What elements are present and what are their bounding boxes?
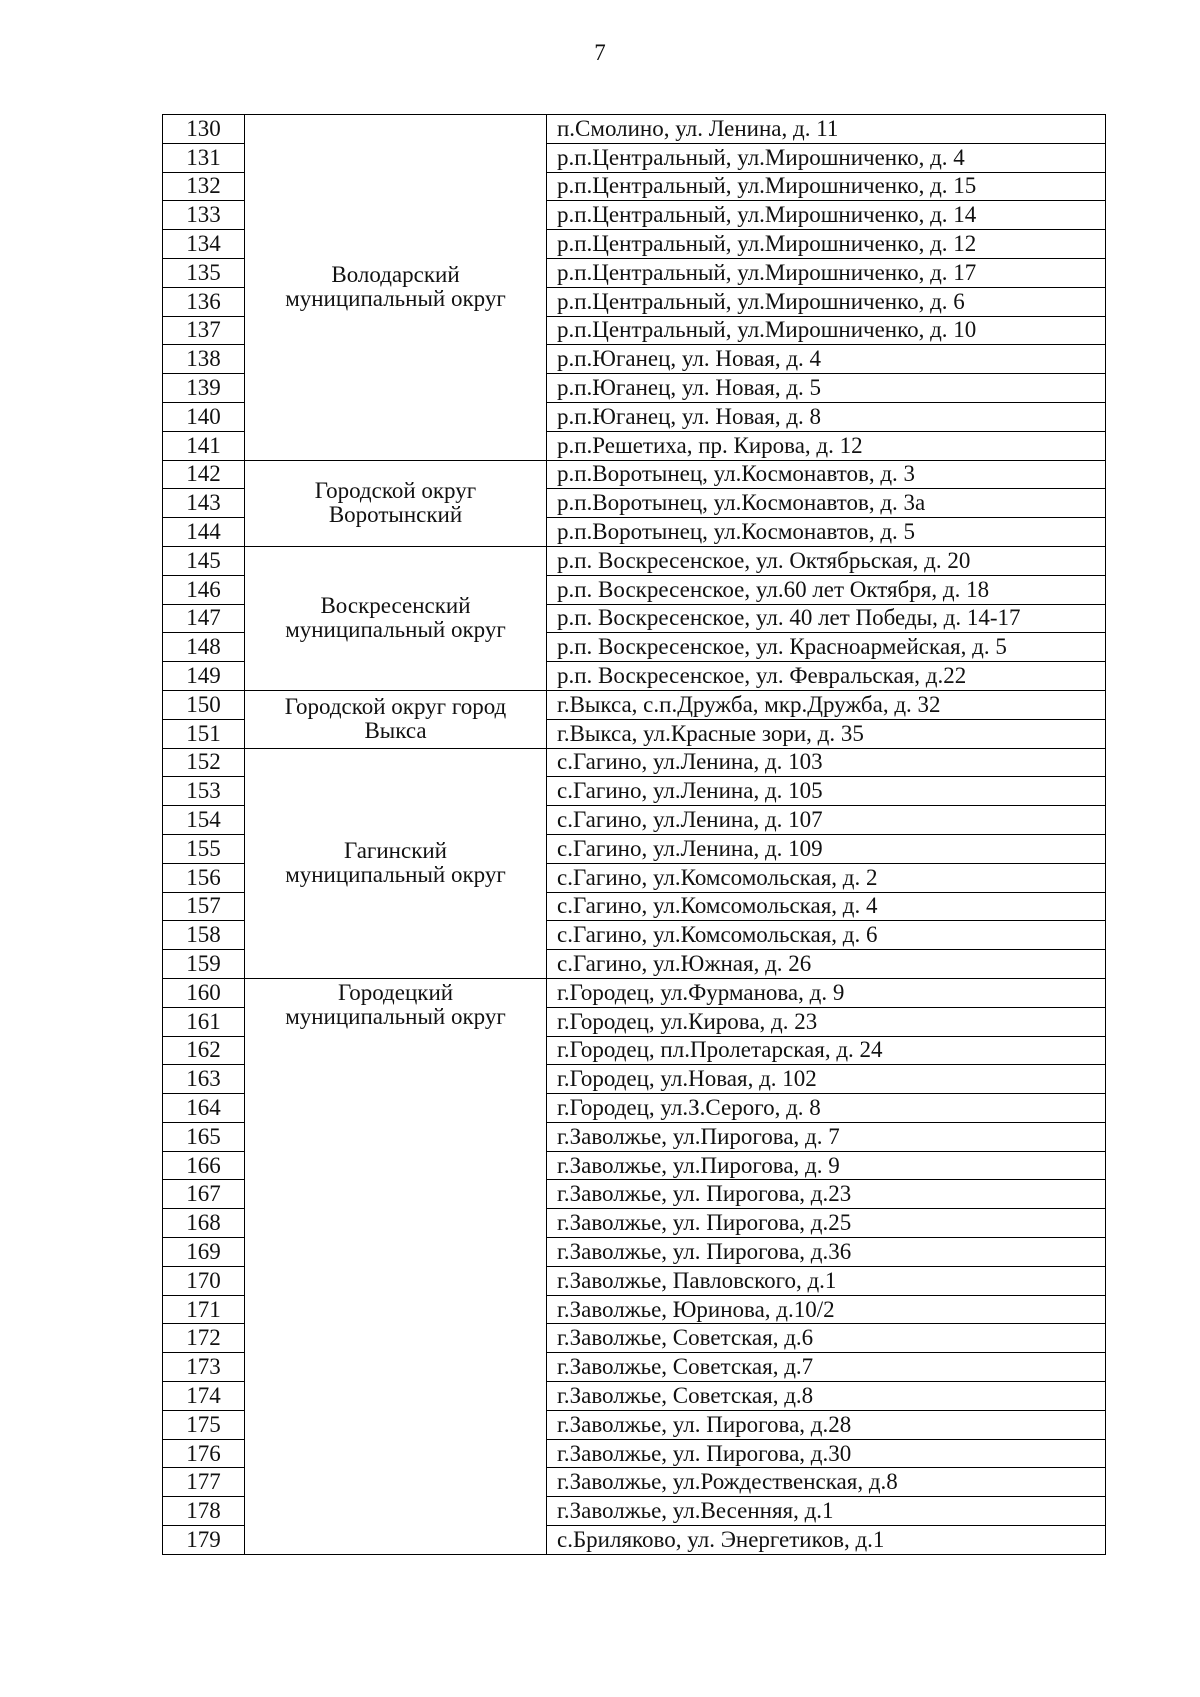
district-name-line: муниципальный округ (285, 862, 506, 888)
address-cell: с.Гагино, ул.Южная, д. 26 (547, 950, 1106, 979)
row-number: 151 (163, 719, 245, 748)
address-cell: с.Гагино, ул.Ленина, д. 103 (547, 748, 1106, 777)
row-number: 134 (163, 230, 245, 259)
address-cell: р.п.Центральный, ул.Мирошниченко, д. 4 (547, 143, 1106, 172)
address-cell: с.Гагино, ул.Комсомольская, д. 4 (547, 892, 1106, 921)
district-cell (245, 460, 547, 546)
row-number: 178 (163, 1497, 245, 1526)
row-number: 179 (163, 1526, 245, 1555)
row-number: 168 (163, 1209, 245, 1238)
address-cell: р.п.Юганец, ул. Новая, д. 5 (547, 374, 1106, 403)
row-number: 139 (163, 374, 245, 403)
row-number: 144 (163, 518, 245, 547)
address-cell: г.Городец, ул.Фурманова, д. 9 (547, 978, 1106, 1007)
address-cell: р.п.Решетиха, пр. Кирова, д. 12 (547, 431, 1106, 460)
address-cell: г.Заволжье, ул.Пирогова, д. 7 (547, 1122, 1106, 1151)
row-number: 137 (163, 316, 245, 345)
district-name-line: муниципальный округ (285, 286, 506, 312)
table-row (163, 546, 1106, 575)
address-cell: р.п.Центральный, ул.Мирошниченко, д. 15 (547, 172, 1106, 201)
address-cell: г.Городец, ул.Кирова, д. 23 (547, 1007, 1106, 1036)
row-number: 140 (163, 402, 245, 431)
row-number: 149 (163, 662, 245, 691)
row-number: 171 (163, 1295, 245, 1324)
address-cell: р.п.Центральный, ул.Мирошниченко, д. 6 (547, 287, 1106, 316)
address-cell: г.Заволжье, Советская, д.6 (547, 1324, 1106, 1353)
address-cell: г.Заволжье, Советская, д.7 (547, 1353, 1106, 1382)
district-name-line: муниципальный округ (285, 1003, 506, 1029)
address-cell: р.п.Центральный, ул.Мирошниченко, д. 12 (547, 230, 1106, 259)
row-number: 159 (163, 950, 245, 979)
address-cell: г.Заволжье, ул. Пирогова, д.36 (547, 1238, 1106, 1267)
row-number: 176 (163, 1439, 245, 1468)
page-number: 7 (594, 40, 606, 65)
district-name-line: муниципальный округ (285, 617, 506, 643)
row-number: 157 (163, 892, 245, 921)
row-number: 136 (163, 287, 245, 316)
address-cell: р.п.Воротынец, ул.Космонавтов, д. 3 (547, 460, 1106, 489)
district-name-line: Городской округ (314, 478, 477, 504)
address-cell: г.Заволжье, ул. Пирогова, д.30 (547, 1439, 1106, 1468)
row-number: 141 (163, 431, 245, 460)
row-number: 172 (163, 1324, 245, 1353)
row-number: 158 (163, 921, 245, 950)
address-cell: г.Заволжье, ул. Пирогова, д.25 (547, 1209, 1106, 1238)
address-cell: г.Городец, ул.З.Серого, д. 8 (547, 1094, 1106, 1123)
address-cell: р.п.Центральный, ул.Мирошниченко, д. 10 (547, 316, 1106, 345)
address-cell: г.Заволжье, ул.Весенняя, д.1 (547, 1497, 1106, 1526)
row-number: 175 (163, 1410, 245, 1439)
address-cell: п.Смолино, ул. Ленина, д. 11 (547, 115, 1106, 144)
row-number: 167 (163, 1180, 245, 1209)
address-cell: г.Выкса, ул.Красные зори, д. 35 (547, 719, 1106, 748)
address-cell: г.Выкса, с.п.Дружба, мкр.Дружба, д. 32 (547, 690, 1106, 719)
address-cell: с.Гагино, ул.Ленина, д. 105 (547, 777, 1106, 806)
row-number: 145 (163, 546, 245, 575)
row-number: 177 (163, 1468, 245, 1497)
address-cell: р.п. Воскресенское, ул.60 лет Октября, д. 18 (547, 575, 1106, 604)
row-number: 173 (163, 1353, 245, 1382)
row-number: 153 (163, 777, 245, 806)
address-cell: г.Городец, ул.Новая, д. 102 (547, 1065, 1106, 1094)
row-number: 146 (163, 575, 245, 604)
row-number: 165 (163, 1122, 245, 1151)
address-cell: р.п. Воскресенское, ул. Февральская, д.22 (547, 662, 1106, 691)
address-cell: р.п.Воротынец, ул.Космонавтов, д. 5 (547, 518, 1106, 547)
address-cell: г.Заволжье, ул. Пирогова, д.28 (547, 1410, 1106, 1439)
district-cell (245, 748, 547, 978)
address-cell: г.Заволжье, Юринова, д.10/2 (547, 1295, 1106, 1324)
address-cell: г.Заволжье, ул. Пирогова, д.23 (547, 1180, 1106, 1209)
address-cell: г.Городец, пл.Пролетарская, д. 24 (547, 1036, 1106, 1065)
address-cell: р.п.Воротынец, ул.Космонавтов, д. 3а (547, 489, 1106, 518)
row-number: 132 (163, 172, 245, 201)
row-number: 163 (163, 1065, 245, 1094)
address-cell: р.п. Воскресенское, ул. 40 лет Победы, д. 14-17 (547, 604, 1106, 633)
row-number: 130 (163, 115, 245, 144)
table-row (163, 460, 1106, 489)
row-number: 156 (163, 863, 245, 892)
district-name-line: Володарский (331, 262, 460, 288)
district-name-line: Воротынский (328, 502, 463, 528)
row-number: 161 (163, 1007, 245, 1036)
address-cell: с.Бриляково, ул. Энергетиков, д.1 (547, 1526, 1106, 1555)
district-cell (245, 690, 547, 748)
address-cell: р.п. Воскресенское, ул. Красноармейская, д. 5 (547, 633, 1106, 662)
row-number: 148 (163, 633, 245, 662)
row-number: 150 (163, 690, 245, 719)
row-number: 138 (163, 345, 245, 374)
district-cell (245, 978, 547, 1554)
row-number: 152 (163, 748, 245, 777)
address-cell: г.Заволжье, Советская, д.8 (547, 1382, 1106, 1411)
row-number: 166 (163, 1151, 245, 1180)
row-number: 133 (163, 201, 245, 230)
address-cell: р.п.Центральный, ул.Мирошниченко, д. 14 (547, 201, 1106, 230)
table-row (163, 748, 1106, 777)
row-number: 169 (163, 1238, 245, 1267)
address-table (162, 114, 1106, 1555)
address-cell: с.Гагино, ул.Комсомольская, д. 6 (547, 921, 1106, 950)
row-number: 135 (163, 258, 245, 287)
district-name-line: Городецкий (337, 979, 454, 1005)
address-table-body (163, 115, 1106, 1555)
row-number: 154 (163, 806, 245, 835)
row-number: 170 (163, 1266, 245, 1295)
address-cell: г.Заволжье, Павловского, д.1 (547, 1266, 1106, 1295)
table-row (163, 690, 1106, 719)
district-cell (245, 546, 547, 690)
address-cell: г.Заволжье, ул.Пирогова, д. 9 (547, 1151, 1106, 1180)
address-cell: р.п.Центральный, ул.Мирошниченко, д. 17 (547, 258, 1106, 287)
address-cell: с.Гагино, ул.Комсомольская, д. 2 (547, 863, 1106, 892)
district-name-line: Выкса (364, 718, 427, 744)
address-cell: р.п.Юганец, ул. Новая, д. 4 (547, 345, 1106, 374)
table-row (163, 978, 1106, 1007)
district-cell (245, 115, 547, 461)
row-number: 155 (163, 834, 245, 863)
district-name-line: Городской округ город (284, 694, 507, 720)
row-number: 162 (163, 1036, 245, 1065)
row-number: 164 (163, 1094, 245, 1123)
address-cell: р.п. Воскресенское, ул. Октябрьская, д. 20 (547, 546, 1106, 575)
address-cell: г.Заволжье, ул.Рождественская, д.8 (547, 1468, 1106, 1497)
row-number: 142 (163, 460, 245, 489)
row-number: 131 (163, 143, 245, 172)
row-number: 174 (163, 1382, 245, 1411)
address-cell: с.Гагино, ул.Ленина, д. 109 (547, 834, 1106, 863)
row-number: 160 (163, 978, 245, 1007)
row-number: 143 (163, 489, 245, 518)
address-cell: р.п.Юганец, ул. Новая, д. 8 (547, 402, 1106, 431)
district-name-line: Воскресенский (320, 593, 471, 619)
district-name-line: Гагинский (344, 838, 447, 864)
address-cell: с.Гагино, ул.Ленина, д. 107 (547, 806, 1106, 835)
row-number: 147 (163, 604, 245, 633)
table-row (163, 115, 1106, 144)
